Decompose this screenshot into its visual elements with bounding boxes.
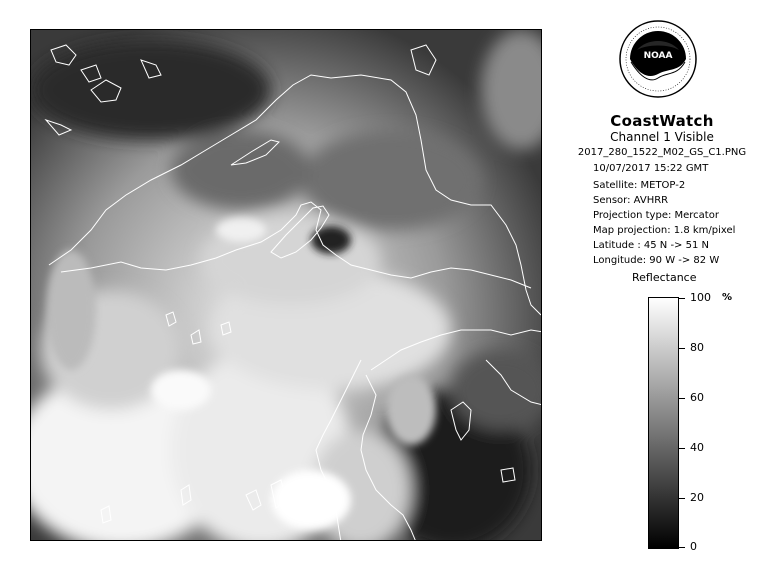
- colorbar-tick-label: 100: [690, 291, 711, 304]
- noaa-logo: [619, 20, 697, 98]
- image-filename: 2017_280_1522_M02_GS_C1.PNG: [577, 147, 747, 158]
- colorbar-tick: [679, 398, 685, 399]
- latitude-range: Latitude : 45 N -> 51 N: [593, 240, 709, 251]
- noaa-seal-icon: [619, 20, 697, 98]
- colorbar-tick-label: 0: [690, 540, 697, 553]
- acquisition-datetime: 10/07/2017 15:22 GMT: [593, 163, 709, 174]
- colorbar-tick-label: 40: [690, 441, 704, 454]
- colorbar-tick-label: 20: [690, 491, 704, 504]
- colorbar-tick: [679, 498, 685, 499]
- colorbar-label: Reflectance: [632, 271, 697, 284]
- colorbar-tick: [679, 448, 685, 449]
- product-title: CoastWatch: [610, 112, 714, 130]
- colorbar-tick-label: 60: [690, 391, 704, 404]
- colorbar-tick: [679, 298, 685, 299]
- sensor-info: Sensor: AVHRR: [593, 195, 669, 206]
- longitude-range: Longitude: 90 W -> 82 W: [593, 255, 720, 266]
- projection-type: Projection type: Mercator: [593, 210, 719, 221]
- colorbar-tick: [679, 348, 685, 349]
- colorbar-tick: [679, 547, 685, 548]
- satellite-info: Satellite: METOP-2: [593, 180, 686, 191]
- noaa-logo-text: NOAA: [643, 51, 673, 61]
- channel-name: Channel 1 Visible: [610, 130, 714, 144]
- map-projection: Map projection: 1.8 km/pixel: [593, 225, 736, 236]
- reflectance-imagery: [31, 30, 542, 541]
- colorbar-unit: %: [722, 292, 733, 303]
- reflectance-colorbar: [648, 297, 679, 549]
- colorbar-tick-label: 80: [690, 341, 704, 354]
- satellite-image-map: [30, 29, 542, 541]
